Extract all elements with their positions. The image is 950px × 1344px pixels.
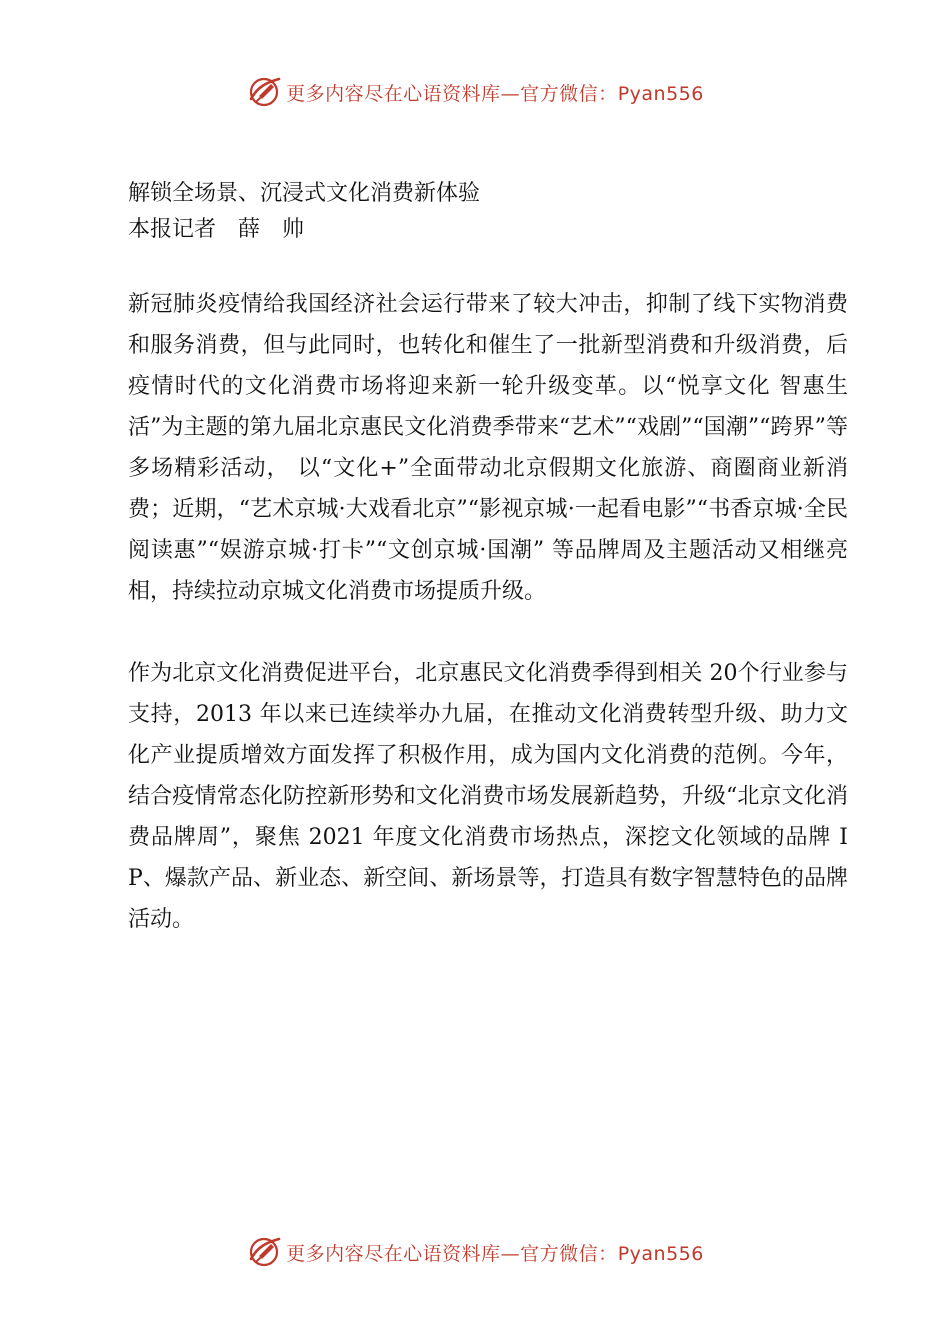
header-banner-wechat-id: Pyan556 <box>617 82 704 105</box>
header-banner-dash: — <box>500 82 521 105</box>
footer-banner-wechat-id: Pyan556 <box>617 1242 704 1265</box>
article-paragraph-1: 新冠肺炎疫情给我国经济社会运行带来了较大冲击，抑制了线下实物消费和服务消费，但与此同时，也转化和催生了一批新型消费和升级消费，后疫情时代的文化消费市场将迎来新一轮升级变革。以“悦享文化 智惠生活”为主题的第九届北京惠民文化消费季带来“艺术”“戏剧”“国潮”“跨界”等多场精彩活动， 以“文化+”全面带动北京假期文化旅游、商圈商业新消费；近期，“艺术京城·大戏看北京”“影视京城·一起看电影”“书香京城·全民阅读惠”“娱游京城·打卡”“文创京城·国潮” 等品牌周及主题活动又相继亮相，持续拉动京城文化消费市场提质升级。 <box>128 292 848 604</box>
article-byline: 本报记者 薛 帅 <box>128 217 305 242</box>
article-paragraph-2: 作为北京文化消费促进平台，北京惠民文化消费季得到相关 20个行业参与支持，2013 年以来已连续举办九届，在推动文化消费转型升级、助力文化产业提质增效方面发挥了积极作用，成为国内文化消费的范例。今年，结合疫情常态化防控新形势和文化消费市场发展新趋势，升级“北京文化消费品牌周”，聚焦 2021 年度文化消费市场热点，深挖文化领域的品牌 IP、爆款产品、新业态、新空间、新场景等，打造具有数字智慧特色的品牌活动。 <box>128 661 848 932</box>
header-banner-official: 官方微信： <box>520 82 618 105</box>
article-title: 解锁全场景、沉浸式文化消费新体验 <box>128 181 481 206</box>
footer-banner <box>0 1232 950 1272</box>
footer-banner-main: 更多内容尽在心语资料库 <box>286 1242 501 1265</box>
writing-hand-logo-icon <box>246 1234 282 1270</box>
header-banner-inner <box>246 74 704 110</box>
footer-banner-inner <box>246 1234 704 1270</box>
footer-banner-dash: — <box>500 1242 521 1265</box>
footer-banner-text <box>286 1239 704 1266</box>
header-banner-main: 更多内容尽在心语资料库 <box>286 82 501 105</box>
writing-hand-logo-icon <box>246 74 282 110</box>
header-banner <box>0 72 950 112</box>
header-banner-text <box>286 79 704 106</box>
article-body <box>128 176 848 981</box>
footer-banner-official: 官方微信： <box>520 1242 618 1265</box>
